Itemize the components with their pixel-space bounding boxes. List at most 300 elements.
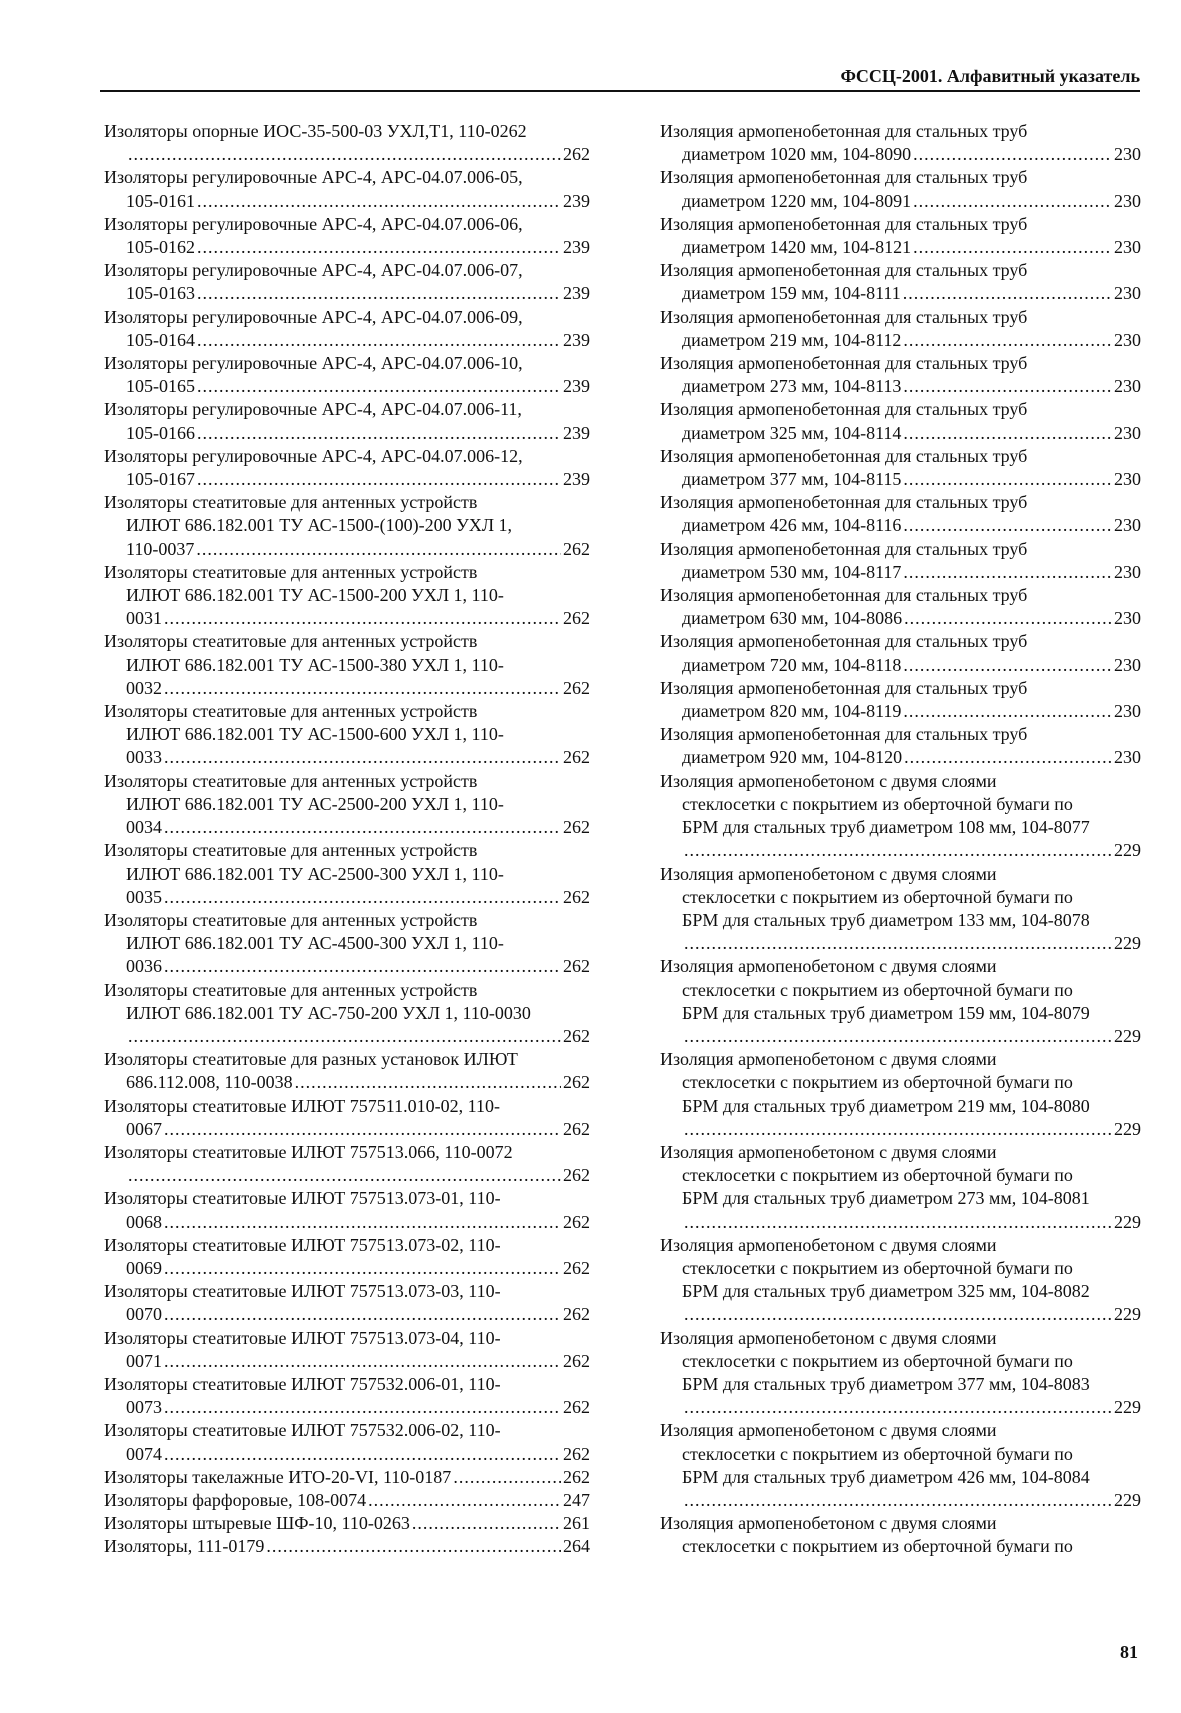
index-leader-line	[660, 1396, 1141, 1419]
dot-leader	[368, 1489, 561, 1512]
index-leader-line	[104, 236, 590, 259]
index-leader-line	[104, 1118, 590, 1141]
index-leader-line	[660, 514, 1141, 537]
index-leader-line	[104, 1071, 590, 1094]
index-leader-line	[104, 1257, 590, 1280]
dot-leader	[164, 1257, 561, 1280]
entry-text: 105-0162	[126, 237, 195, 258]
index-entry	[660, 166, 1141, 212]
dot-leader	[903, 282, 1112, 305]
index-entry	[104, 445, 590, 491]
entry-first-line: Изоляция армопенобетонная для стальных труб	[660, 631, 1028, 652]
dot-leader	[197, 236, 561, 259]
index-leader-line	[660, 607, 1141, 630]
entry-text: диаметром 273 мм, 104-8113	[682, 376, 902, 397]
dot-leader	[164, 1396, 561, 1419]
entry-continuation-line: стеклосетки с покрытием из оберточной бумаги по	[682, 1443, 1073, 1464]
entry-continuation-line: БРМ для стальных труб диаметром 377 мм, 104-8083	[682, 1373, 1090, 1394]
index-entry	[104, 1187, 590, 1233]
entry-first-line: Изоляторы регулировочные АРС-4, АРС-04.07.006-12,	[104, 445, 523, 466]
entry-continuation-line: стеклосетки с покрытием из оберточной бумаги по	[682, 1350, 1073, 1371]
index-leader-line	[660, 190, 1141, 213]
index-entry	[104, 700, 590, 770]
entry-page: 230	[1114, 469, 1141, 490]
entry-text: диаметром 426 мм, 104-8116	[682, 515, 902, 536]
dot-leader	[904, 746, 1112, 769]
index-leader-line	[660, 561, 1141, 584]
entry-page: 229	[1114, 840, 1141, 861]
entry-text: Изоляторы штыревые ШФ-10, 110-0263	[104, 1513, 410, 1534]
index-leader-line	[104, 143, 590, 166]
entry-page: 229	[1114, 1118, 1141, 1139]
dot-leader	[164, 1118, 561, 1141]
entry-first-line: Изоляторы опорные ИОС-35-500-03 УХЛ,Т1, 110-0262	[104, 121, 527, 141]
entry-first-line: Изоляция армопенобетонная для стальных труб	[660, 306, 1028, 327]
index-entry	[104, 1141, 590, 1187]
dot-leader	[128, 143, 561, 166]
entry-first-line: Изоляция армопенобетонная для стальных труб	[660, 677, 1028, 698]
index-leader-line	[104, 282, 590, 305]
entry-first-line: Изоляторы регулировочные АРС-4, АРС-04.07.006-05,	[104, 167, 523, 188]
entry-page: 262	[563, 1072, 590, 1093]
entry-first-line: Изоляторы регулировочные АРС-4, АРС-04.07.006-11,	[104, 399, 522, 420]
entry-page: 239	[563, 422, 590, 443]
entry-page: 229	[1114, 933, 1141, 954]
index-leader-line	[660, 468, 1141, 491]
entry-first-line: Изоляторы стеатитовые ИЛЮТ 757511.010-02, 110-	[104, 1095, 500, 1116]
index-entry	[660, 584, 1141, 630]
entry-text: 0036	[126, 956, 162, 977]
entry-page: 229	[1114, 1397, 1141, 1418]
entry-first-line: Изоляторы стеатитовые ИЛЮТ 757513.066, 110-0072	[104, 1141, 513, 1162]
index-leader-line	[104, 1211, 590, 1234]
entry-continuation-line: БРМ для стальных труб диаметром 108 мм, 104-8077	[682, 817, 1090, 838]
index-leader-line	[660, 1303, 1141, 1326]
index-entry	[660, 306, 1141, 352]
entry-text: Изоляторы такелажные ИТО-20-VI, 110-0187	[104, 1466, 452, 1487]
dot-leader	[266, 1535, 561, 1558]
entry-first-line: Изоляторы регулировочные АРС-4, АРС-04.07.006-09,	[104, 306, 523, 327]
index-entry	[104, 770, 590, 840]
entry-page: 230	[1114, 190, 1141, 211]
entry-page: 262	[563, 1257, 590, 1278]
index-leader-line	[660, 422, 1141, 445]
dot-leader	[164, 677, 561, 700]
dot-leader	[903, 468, 1112, 491]
entry-page: 262	[563, 886, 590, 907]
entry-continuation-line: ИЛЮТ 686.182.001 ТУ АС-1500-600 УХЛ 1, 110-	[126, 724, 504, 745]
page-number: 81	[1120, 1642, 1138, 1662]
entry-continuation-line: стеклосетки с покрытием из оберточной бумаги по	[682, 1165, 1073, 1186]
entry-first-line: Изоляция армопенобетонная для стальных труб	[660, 121, 1028, 141]
dot-leader	[128, 1025, 561, 1048]
index-leader-line	[660, 746, 1141, 769]
entry-text: 105-0164	[126, 329, 195, 350]
entry-page: 229	[1114, 1211, 1141, 1232]
index-leader-line	[660, 932, 1141, 955]
entry-text: 105-0167	[126, 469, 195, 490]
dot-leader	[684, 1025, 1112, 1048]
entry-page: 262	[563, 817, 590, 838]
index-leader-line	[660, 282, 1141, 305]
entry-first-line: Изоляция армопенобетонная для стальных труб	[660, 353, 1028, 374]
running-header-title: ФССЦ-2001. Алфавитный указатель	[840, 66, 1140, 86]
entry-page: 239	[563, 469, 590, 490]
index-leader-line	[104, 190, 590, 213]
entry-first-line: Изоляция армопенобетонная для стальных труб	[660, 260, 1028, 281]
index-entry	[660, 213, 1141, 259]
entry-page: 264	[563, 1536, 590, 1557]
dot-leader	[197, 329, 561, 352]
entry-continuation-line: стеклосетки с покрытием из оберточной бумаги по	[682, 979, 1073, 1000]
index-entry	[104, 1048, 590, 1094]
entry-text: диаметром 325 мм, 104-8114	[682, 422, 902, 443]
entry-first-line: Изоляторы стеатитовые ИЛЮТ 757513.073-04, 110-	[104, 1327, 501, 1348]
entry-page: 261	[563, 1513, 590, 1534]
entry-first-line: Изоляторы стеатитовые для антенных устройств	[104, 909, 478, 930]
dot-leader	[196, 538, 561, 561]
dot-leader	[453, 1466, 561, 1489]
entry-text: 0031	[126, 608, 162, 629]
entry-first-line: Изоляция армопенобетоном с двумя слоями	[660, 1420, 997, 1441]
dot-leader	[684, 839, 1112, 862]
entry-first-line: Изоляторы регулировочные АРС-4, АРС-04.07.006-07,	[104, 260, 523, 281]
entry-first-line: Изоляция армопенобетонная для стальных труб	[660, 585, 1028, 606]
entry-first-line: Изоляция армопенобетонная для стальных труб	[660, 445, 1028, 466]
dot-leader	[164, 1211, 561, 1234]
entry-text: 0073	[126, 1397, 162, 1418]
entry-page: 230	[1114, 329, 1141, 350]
index-entry	[104, 979, 590, 1049]
index-leader-line	[104, 1535, 590, 1558]
entry-text: Изоляторы, 111-0179	[104, 1536, 265, 1557]
index-column-right	[660, 120, 1141, 1559]
index-entry	[104, 1535, 590, 1558]
entry-text: 0068	[126, 1211, 162, 1232]
index-leader-line	[660, 236, 1141, 259]
entry-continuation-line: стеклосетки с покрытием из оберточной бумаги по	[682, 886, 1073, 907]
entry-first-line: Изоляция армопенобетонная для стальных труб	[660, 492, 1028, 513]
entry-continuation-line: БРМ для стальных труб диаметром 219 мм, 104-8080	[682, 1095, 1090, 1116]
index-leader-line	[660, 1211, 1141, 1234]
entry-continuation-line: БРМ для стальных труб диаметром 273 мм, 104-8081	[682, 1188, 1090, 1209]
dot-leader	[684, 1489, 1112, 1512]
entry-page: 229	[1114, 1025, 1141, 1046]
entry-first-line: Изоляция армопенобетоном с двумя слоями	[660, 1141, 997, 1162]
entry-continuation-line: стеклосетки с покрытием из оберточной бумаги по	[682, 793, 1073, 814]
index-entry	[660, 955, 1141, 1048]
index-entry	[104, 1280, 590, 1326]
index-leader-line	[104, 1443, 590, 1466]
entry-text: 0071	[126, 1350, 162, 1371]
entry-continuation-line: ИЛЮТ 686.182.001 ТУ АС-2500-300 УХЛ 1, 110-	[126, 863, 504, 884]
index-entry	[104, 1466, 590, 1489]
index-entry	[104, 259, 590, 305]
index-leader-line	[660, 375, 1141, 398]
entry-first-line: Изоляция армопенобетоном с двумя слоями	[660, 956, 997, 977]
dot-leader	[903, 700, 1112, 723]
entry-text: 105-0161	[126, 190, 195, 211]
dot-leader	[913, 190, 1112, 213]
dot-leader	[197, 375, 561, 398]
index-entry	[660, 445, 1141, 491]
entry-continuation-line: ИЛЮТ 686.182.001 ТУ АС-750-200 УХЛ 1, 110-0030	[126, 1002, 531, 1023]
dot-leader	[164, 886, 561, 909]
index-leader-line	[660, 700, 1141, 723]
index-entry	[104, 213, 590, 259]
index-entry	[104, 491, 590, 561]
entry-continuation-line: БРМ для стальных труб диаметром 133 мм, 104-8078	[682, 909, 1090, 930]
entry-page: 262	[563, 1025, 590, 1046]
entry-continuation-line: стеклосетки с покрытием из оберточной бумаги по	[682, 1257, 1073, 1278]
running-header	[100, 66, 1140, 92]
index-entry	[104, 398, 590, 444]
entry-continuation-line: ИЛЮТ 686.182.001 ТУ АС-1500-380 УХЛ 1, 110-	[126, 654, 504, 675]
entry-page: 230	[1114, 283, 1141, 304]
entry-page: 262	[563, 1304, 590, 1325]
entry-page: 262	[563, 538, 590, 559]
index-leader-line	[660, 329, 1141, 352]
dot-leader	[164, 1443, 561, 1466]
entry-text: 686.112.008, 110-0038	[126, 1072, 293, 1093]
entry-first-line: Изоляторы стеатитовые ИЛЮТ 757532.006-02, 110-	[104, 1420, 501, 1441]
index-entry	[660, 1512, 1141, 1558]
dot-leader	[903, 375, 1112, 398]
entry-page: 230	[1114, 654, 1141, 675]
index-leader-line	[660, 143, 1141, 166]
index-entry	[104, 352, 590, 398]
index-leader-line	[104, 886, 590, 909]
entry-page: 230	[1114, 561, 1141, 582]
index-leader-line	[104, 677, 590, 700]
dot-leader	[164, 816, 561, 839]
entry-text: 110-0037	[126, 538, 195, 559]
entry-page: 262	[563, 1443, 590, 1464]
index-leader-line	[104, 1466, 590, 1489]
entry-text: 105-0166	[126, 422, 195, 443]
dot-leader	[295, 1071, 561, 1094]
entry-text: 0032	[126, 677, 162, 698]
index-entry	[104, 909, 590, 979]
index-entry	[660, 1327, 1141, 1420]
entry-first-line: Изоляция армопенобетонная для стальных труб	[660, 213, 1028, 234]
entry-page: 239	[563, 329, 590, 350]
entry-first-line: Изоляция армопенобетонная для стальных труб	[660, 724, 1028, 745]
dot-leader	[903, 329, 1112, 352]
index-entry	[104, 630, 590, 700]
entry-text: диаметром 1220 мм, 104-8091	[682, 190, 912, 211]
entry-text: диаметром 1420 мм, 104-8121	[682, 237, 912, 258]
entry-continuation-line: БРМ для стальных труб диаметром 159 мм, 104-8079	[682, 1002, 1090, 1023]
entry-page: 239	[563, 283, 590, 304]
index-entry	[660, 538, 1141, 584]
entry-page: 262	[563, 747, 590, 768]
index-entry	[104, 1489, 590, 1512]
entry-first-line: Изоляторы стеатитовые для антенных устройств	[104, 701, 478, 722]
index-leader-line	[104, 1489, 590, 1512]
entry-first-line: Изоляторы стеатитовые ИЛЮТ 757513.073-02, 110-	[104, 1234, 501, 1255]
dot-leader	[197, 190, 561, 213]
entry-first-line: Изоляторы стеатитовые ИЛЮТ 757513.073-03, 110-	[104, 1281, 501, 1302]
index-entry	[660, 259, 1141, 305]
index-entry	[104, 1327, 590, 1373]
entry-text: диаметром 630 мм, 104-8086	[682, 608, 903, 629]
index-entry	[104, 120, 590, 166]
dot-leader	[164, 1350, 561, 1373]
index-entry	[660, 1419, 1141, 1512]
index-entry	[104, 1512, 590, 1535]
dot-leader	[903, 654, 1112, 677]
entry-page: 229	[1114, 1489, 1141, 1510]
entry-text: 0035	[126, 886, 162, 907]
entry-first-line: Изоляция армопенобетоном с двумя слоями	[660, 1327, 997, 1348]
dot-leader	[164, 1303, 561, 1326]
entry-continuation-line: БРМ для стальных труб диаметром 325 мм, 104-8082	[682, 1281, 1090, 1302]
entry-first-line: Изоляторы стеатитовые для антенных устройств	[104, 979, 478, 1000]
index-leader-line	[104, 375, 590, 398]
entry-continuation-line: стеклосетки с покрытием из оберточной бумаги по	[682, 1072, 1073, 1093]
index-entry	[104, 166, 590, 212]
entry-continuation-line: ИЛЮТ 686.182.001 ТУ АС-4500-300 УХЛ 1, 110-	[126, 933, 504, 954]
index-leader-line	[104, 607, 590, 630]
entry-first-line: Изоляторы стеатитовые для антенных устройств	[104, 770, 478, 791]
entry-first-line: Изоляторы стеатитовые для антенных устройств	[104, 492, 478, 513]
index-leader-line	[104, 746, 590, 769]
entry-first-line: Изоляция армопенобетоном с двумя слоями	[660, 1513, 997, 1534]
index-entry	[660, 1141, 1141, 1234]
index-entry	[660, 1048, 1141, 1141]
entry-continuation-line: БРМ для стальных труб диаметром 426 мм, 104-8084	[682, 1466, 1090, 1487]
entry-page: 262	[563, 1397, 590, 1418]
index-leader-line	[660, 839, 1141, 862]
entry-text: диаметром 820 мм, 104-8119	[682, 701, 902, 722]
index-leader-line	[660, 1489, 1141, 1512]
index-leader-line	[660, 1025, 1141, 1048]
entry-first-line: Изоляторы стеатитовые ИЛЮТ 757513.073-01, 110-	[104, 1188, 501, 1209]
entry-first-line: Изоляция армопенобетонная для стальных труб	[660, 399, 1028, 420]
entry-first-line: Изоляторы стеатитовые ИЛЮТ 757532.006-01, 110-	[104, 1373, 501, 1394]
index-leader-line	[104, 1512, 590, 1535]
entry-page: 262	[563, 677, 590, 698]
entry-text: диаметром 219 мм, 104-8112	[682, 329, 902, 350]
entry-page: 262	[563, 1165, 590, 1186]
dot-leader	[164, 955, 561, 978]
entry-first-line: Изоляторы регулировочные АРС-4, АРС-04.07.006-10,	[104, 353, 523, 374]
dot-leader	[904, 607, 1112, 630]
entry-page: 262	[563, 1118, 590, 1139]
entry-page: 230	[1114, 608, 1141, 629]
index-entry	[660, 120, 1141, 166]
dot-leader	[412, 1512, 561, 1535]
index-leader-line	[660, 654, 1141, 677]
entry-first-line: Изоляторы стеатитовые для разных установок ИЛЮТ	[104, 1049, 518, 1070]
dot-leader	[128, 1164, 561, 1187]
entry-text: 0033	[126, 747, 162, 768]
index-leader-line	[104, 329, 590, 352]
entry-page: 230	[1114, 701, 1141, 722]
entry-page: 230	[1114, 237, 1141, 258]
entry-first-line: Изоляция армопенобетоном с двумя слоями	[660, 770, 997, 791]
entry-continuation-line: стеклосетки с покрытием из оберточной бумаги по	[682, 1536, 1073, 1557]
entry-text: диаметром 530 мм, 104-8117	[682, 561, 902, 582]
entry-page: 262	[563, 1211, 590, 1232]
dot-leader	[903, 561, 1112, 584]
index-entry	[104, 1419, 590, 1465]
entry-text: 0074	[126, 1443, 162, 1464]
dot-leader	[197, 422, 561, 445]
entry-page: 239	[563, 376, 590, 397]
index-leader-line	[104, 1396, 590, 1419]
entry-first-line: Изоляция армопенобетоном с двумя слоями	[660, 1049, 997, 1070]
entry-page: 230	[1114, 422, 1141, 443]
index-entry	[660, 770, 1141, 863]
dot-leader	[684, 932, 1112, 955]
dot-leader	[913, 236, 1112, 259]
index-entry	[660, 677, 1141, 723]
index-leader-line	[660, 1118, 1141, 1141]
dot-leader	[684, 1303, 1112, 1326]
dot-leader	[197, 468, 561, 491]
entry-text: 0067	[126, 1118, 162, 1139]
index-leader-line	[104, 468, 590, 491]
index-entry	[660, 630, 1141, 676]
entry-page: 230	[1114, 144, 1141, 165]
entry-page: 230	[1114, 515, 1141, 536]
dot-leader	[684, 1118, 1112, 1141]
entry-page: 230	[1114, 376, 1141, 397]
index-entry	[660, 352, 1141, 398]
dot-leader	[197, 282, 561, 305]
index-entry	[104, 1234, 590, 1280]
entry-page: 262	[563, 608, 590, 629]
index-entry	[660, 398, 1141, 444]
entry-text: 105-0165	[126, 376, 195, 397]
dot-leader	[903, 422, 1112, 445]
dot-leader	[684, 1396, 1112, 1419]
index-leader-line	[104, 1303, 590, 1326]
entry-page: 230	[1114, 747, 1141, 768]
dot-leader	[164, 607, 561, 630]
entry-text: диаметром 1020 мм, 104-8090	[682, 144, 912, 165]
entry-first-line: Изоляция армопенобетонная для стальных труб	[660, 538, 1028, 559]
index-entry	[104, 306, 590, 352]
entry-text: диаметром 720 мм, 104-8118	[682, 654, 902, 675]
entry-continuation-line: ИЛЮТ 686.182.001 ТУ АС-1500-200 УХЛ 1, 110-	[126, 585, 504, 606]
entry-first-line: Изоляция армопенобетоном с двумя слоями	[660, 1234, 997, 1255]
entry-page: 229	[1114, 1304, 1141, 1325]
entry-page: 262	[563, 1466, 590, 1487]
entry-text: диаметром 920 мм, 104-8120	[682, 747, 903, 768]
entry-text: Изоляторы фарфоровые, 108-0074	[104, 1489, 367, 1510]
entry-first-line: Изоляторы регулировочные АРС-4, АРС-04.07.006-06,	[104, 213, 523, 234]
entry-text: 105-0163	[126, 283, 195, 304]
index-leader-line	[104, 1164, 590, 1187]
index-leader-line	[104, 1350, 590, 1373]
entry-text: 0034	[126, 817, 162, 838]
entry-first-line: Изоляторы стеатитовые для антенных устройств	[104, 561, 478, 582]
index-entry	[104, 1373, 590, 1419]
dot-leader	[164, 746, 561, 769]
index-leader-line	[104, 1025, 590, 1048]
index-entry	[660, 491, 1141, 537]
entry-first-line: Изоляторы стеатитовые для антенных устройств	[104, 631, 478, 652]
entry-text: 0069	[126, 1257, 162, 1278]
entry-page: 239	[563, 190, 590, 211]
index-column-left	[104, 120, 590, 1559]
entry-first-line: Изоляция армопенобетоном с двумя слоями	[660, 863, 997, 884]
entry-first-line: Изоляция армопенобетонная для стальных труб	[660, 167, 1028, 188]
dot-leader	[684, 1211, 1112, 1234]
